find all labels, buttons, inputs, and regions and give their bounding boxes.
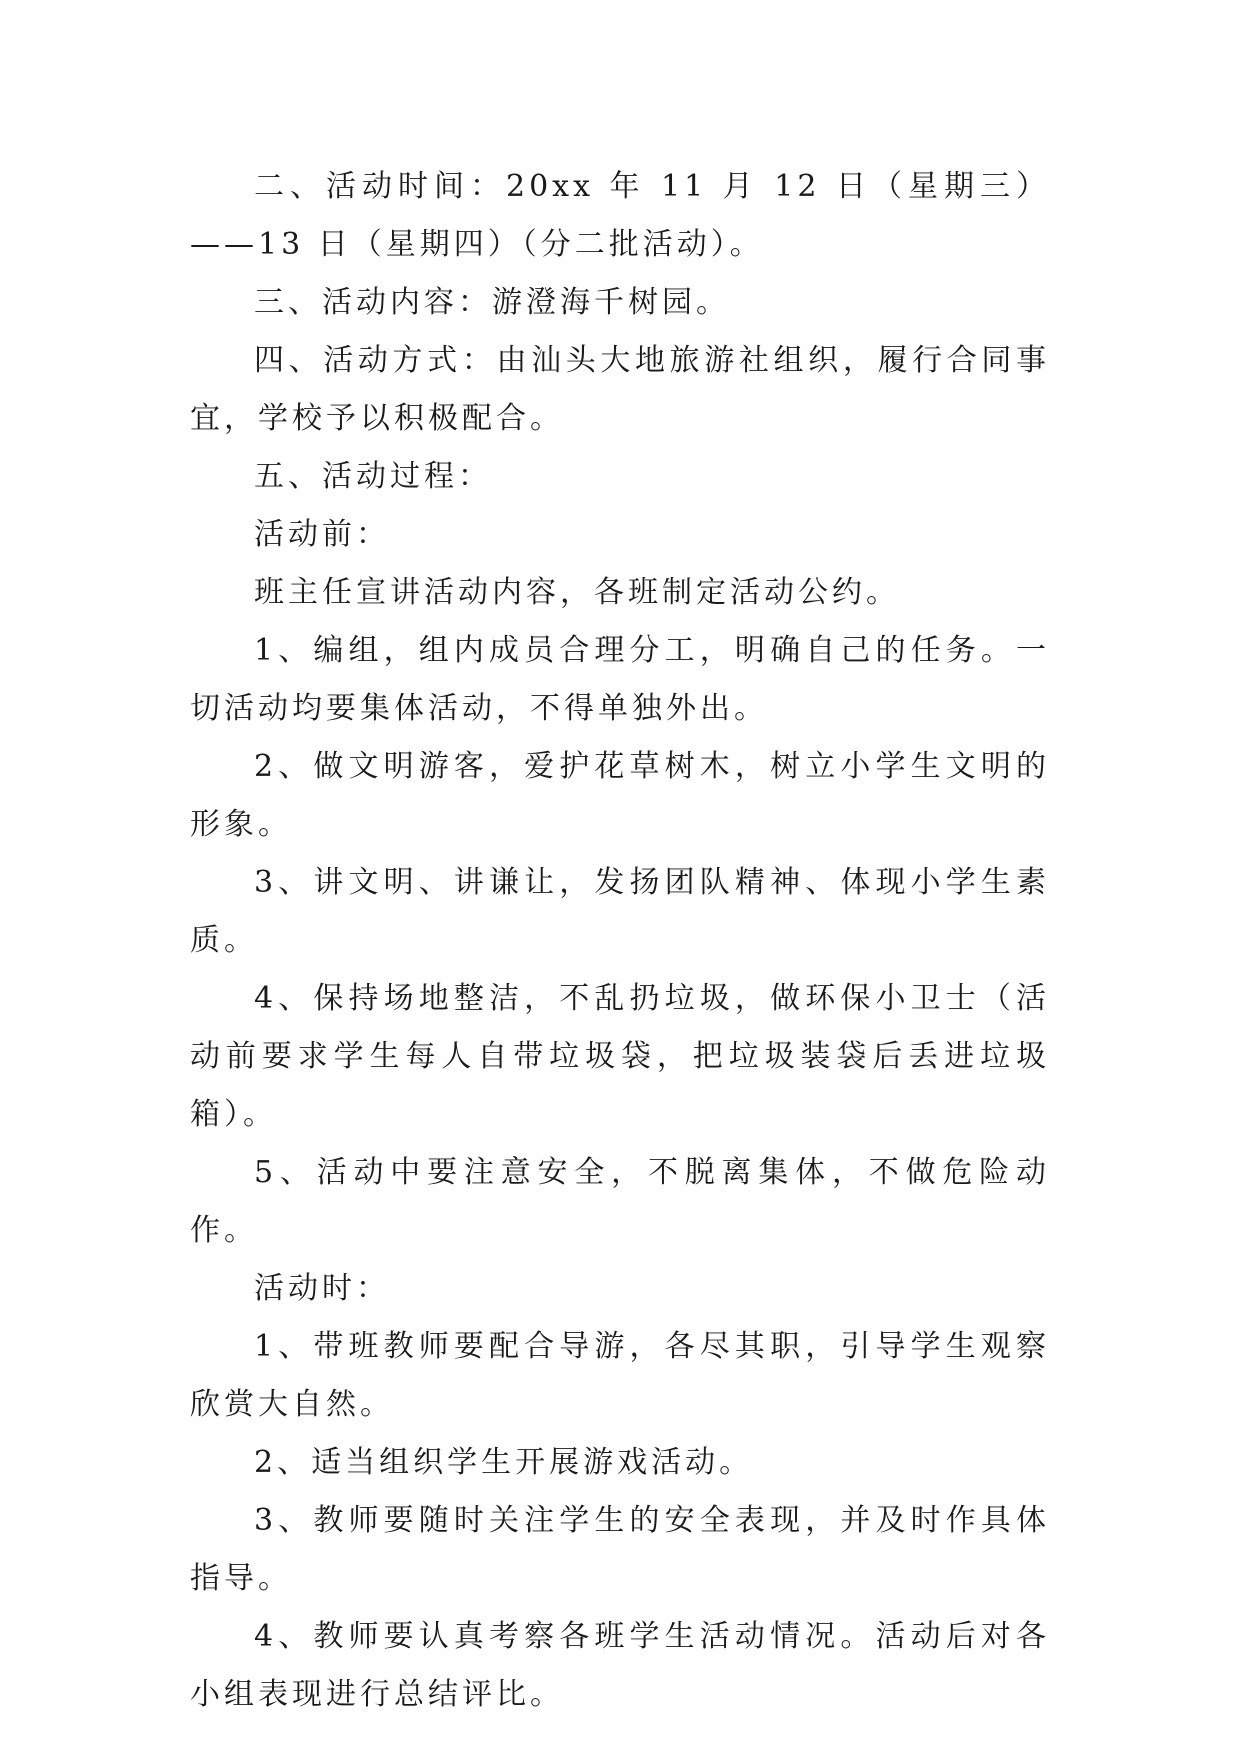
- list-item-before-4: 4、保持场地整洁，不乱扔垃圾，做环保小卫士（活动前要求学生每人自带垃圾袋，把垃圾装袋后丢进垃圾箱）。: [190, 981, 1050, 1132]
- list-item-before-3: 3、讲文明、讲谦让，发扬团队精神、体现小学生素质。: [190, 865, 1050, 958]
- list-item-during-3: 3、教师要随时关注学生的安全表现，并及时作具体指导。: [190, 1503, 1050, 1596]
- list-item-before-1: 1、编组，组内成员合理分工，明确自己的任务。一切活动均要集体活动，不得单独外出。: [190, 633, 1050, 726]
- paragraph-activity-content: 三、活动内容：游澄海千树园。: [254, 285, 730, 320]
- list-item-during-1: 1、带班教师要配合导游，各尽其职，引导学生观察欣赏大自然。: [190, 1329, 1050, 1422]
- list-item-before-2: 2、做文明游客，爱护花草树木，树立小学生文明的形象。: [190, 749, 1050, 842]
- paragraph-activity-process: 五、活动过程：: [254, 459, 492, 494]
- paragraph-activity-method: 四、活动方式：由汕头大地旅游社组织，履行合同事宜，学校予以积极配合。: [190, 343, 1050, 436]
- document-body: [190, 158, 1050, 1724]
- list-item-during-4: 4、教师要认真考察各班学生活动情况。活动后对各小组表现进行总结评比。: [190, 1619, 1050, 1712]
- section-heading-before: 活动前：: [254, 517, 390, 552]
- list-item-before-5: 5、活动中要注意安全，不脱离集体，不做危险动作。: [190, 1155, 1050, 1248]
- paragraph-activity-time: 二、活动时间：20xx 年 11 月 12 日（星期三）——13 日（星期四）（分二批活动）。: [190, 169, 1050, 262]
- paragraph-before-intro: 班主任宣讲活动内容，各班制定活动公约。: [254, 575, 900, 610]
- list-item-during-2: 2、适当组织学生开展游戏活动。: [254, 1445, 754, 1480]
- section-heading-during: 活动时：: [254, 1271, 390, 1306]
